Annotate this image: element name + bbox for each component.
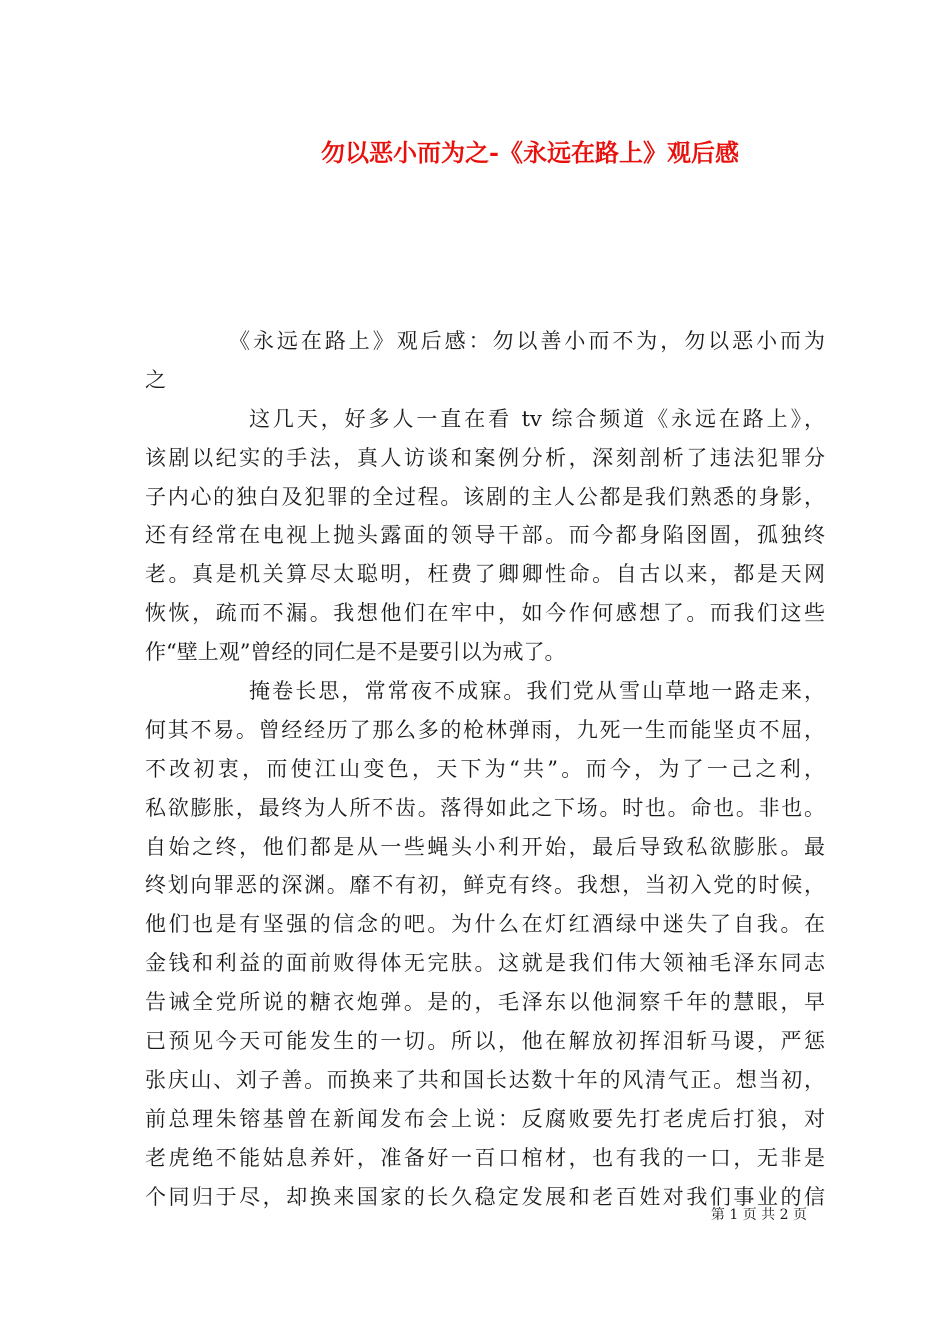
text-line: 已预见今天可能发生的一切。所以，他在解放初挥泪斩马谡，严惩 bbox=[145, 1029, 825, 1054]
text-line: 私欲膨胀，最终为人所不齿。落得如此之下场。时也。命也。非也。 bbox=[145, 795, 825, 820]
text-line: 子内心的独白及犯罪的全过程。该剧的主人公都是我们熟悉的身影， bbox=[145, 484, 825, 509]
text-line: 之 bbox=[145, 367, 166, 392]
page-number-footer: 第 1 页 共 2 页 bbox=[710, 1207, 807, 1223]
text-line: 金钱和利益的面前败得体无完肤。这就是我们伟大领袖毛泽东同志 bbox=[145, 951, 825, 976]
document-body bbox=[145, 322, 825, 1216]
text-line: 终划向罪恶的深渊。靡不有初，鲜克有终。我想，当初入党的时候， bbox=[145, 873, 825, 898]
text-line: 《永远在路上》观后感：勿以善小而不为，勿以恶小而为 bbox=[229, 329, 825, 353]
text-line: 还有经常在电视上抛头露面的领导干部。而今都身陷囹圄，孤独终 bbox=[145, 523, 825, 548]
text-line: 张庆山、刘子善。而换来了共和国长达数十年的风清气正。想当初， bbox=[145, 1067, 825, 1092]
text-line: 作“壁上观”曾经的同仁是不是要引以为戒了。 bbox=[145, 640, 566, 665]
text-line: 该剧以纪实的手法，真人访谈和案例分析，深刻剖析了违法犯罪分 bbox=[145, 445, 825, 470]
text-line: 他们也是有坚强的信念的吧。为什么在灯红酒绿中迷失了自我。在 bbox=[145, 912, 825, 937]
text-line: 自始之终，他们都是从一些蝇头小利开始，最后导致私欲膨胀。最 bbox=[145, 834, 825, 859]
text-line: 掩卷长思，常常夜不成寐。我们党从雪山草地一路走来， bbox=[249, 679, 825, 704]
text-line: 老虎绝不能姑息养奸，准备好一百口棺材，也有我的一口，无非是 bbox=[145, 1145, 825, 1170]
text-line: 这几天，好多人一直在看 tv 综合频道《永远在路上》， bbox=[249, 406, 825, 431]
text-line: 告诫全党所说的糖衣炮弹。是的，毛泽东以他洞察千年的慧眼，早 bbox=[145, 990, 825, 1015]
text-line: 老。真是机关算尽太聪明，枉费了卿卿性命。自古以来，都是天网 bbox=[145, 562, 825, 587]
text-line: 何其不易。曾经经历了那么多的枪林弹雨，九死一生而能坚贞不屈， bbox=[145, 717, 825, 742]
text-line: 个同归于尽，却换来国家的长久稳定发展和老百姓对我们事业的信 bbox=[145, 1184, 825, 1209]
text-line: 恢恢，疏而不漏。我想他们在牢中，如今作何感想了。而我们这些 bbox=[145, 601, 825, 626]
text-line: 不改初衷，而使江山变色，天下为“共”。而今，为了一己之利， bbox=[145, 756, 825, 781]
document-title: 勿以恶小而为之-《永远在路上》观后感 bbox=[321, 138, 739, 167]
text-line: 前总理朱镕基曾在新闻发布会上说：反腐败要先打老虎后打狼，对 bbox=[145, 1106, 825, 1131]
